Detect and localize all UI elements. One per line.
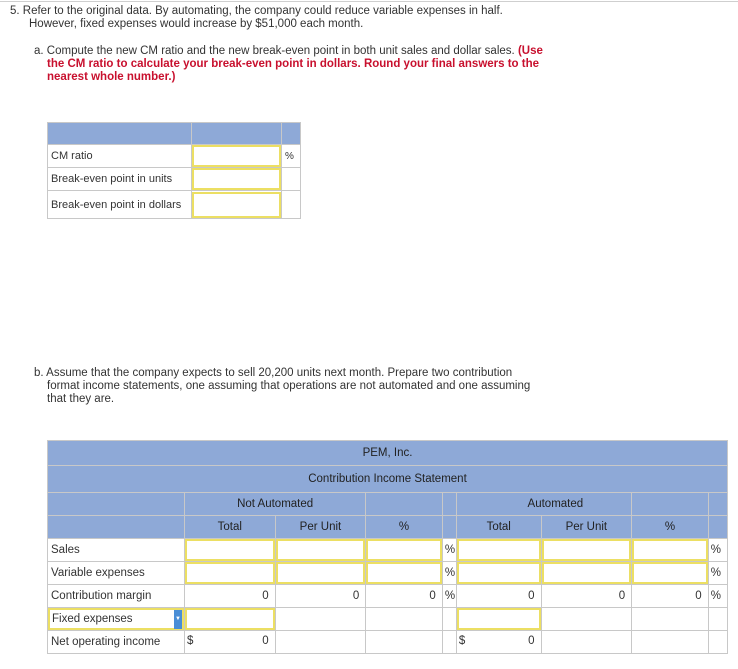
a-variable-pct-input[interactable] — [632, 562, 708, 584]
part-b-line3: that they are. — [47, 393, 115, 405]
na-variable-total-input[interactable] — [185, 562, 275, 584]
contribution-margin-label: Contribution margin — [48, 585, 185, 608]
a-variable-pct-sign: % — [708, 562, 727, 585]
na-cm-pct: 0 — [366, 585, 443, 608]
a-variable-per-unit-input[interactable] — [542, 562, 632, 584]
a-sales-pct-input[interactable] — [632, 539, 708, 561]
fixed-expenses-row — [48, 608, 728, 631]
na-cm-per-unit: 0 — [275, 585, 366, 608]
cm-ratio-input[interactable] — [192, 145, 281, 167]
automated-header: Automated — [456, 493, 631, 516]
na-sales-total-input[interactable] — [185, 539, 275, 561]
cm-ratio-unit: % — [282, 145, 301, 168]
table1-header-row — [48, 123, 301, 145]
contribution-margin-row — [48, 585, 728, 608]
na-noi-dollar-sign: $ — [186, 635, 194, 647]
na-sales-pct-sign: % — [442, 539, 456, 562]
table1-row-cm-ratio — [48, 145, 301, 168]
contribution-income-statement-table — [47, 440, 728, 654]
question-5-line1: 5. Refer to the original data. By automating, the company could reduce variable expenses in half. — [10, 5, 503, 17]
not-automated-header: Not Automated — [184, 493, 365, 516]
table1-row-breakeven-units — [48, 168, 301, 191]
part-a-note-start: (Use — [517, 45, 543, 57]
fixed-expenses-label: Fixed expenses — [52, 613, 133, 625]
na-total-header: Total — [184, 516, 275, 539]
part-b-line2: format income statements, one assuming that operations are not automated and one assuming — [47, 380, 531, 392]
na-sales-pct-input[interactable] — [366, 539, 442, 561]
a-per-unit-header: Per Unit — [541, 516, 632, 539]
a-cm-pct: 0 — [632, 585, 709, 608]
part-a-note-line3: nearest whole number.) — [47, 71, 176, 83]
a-sales-per-unit-input[interactable] — [542, 539, 632, 561]
a-cm-pct-sign: % — [708, 585, 727, 608]
fixed-expenses-select[interactable] — [48, 608, 184, 630]
company-name: PEM, Inc. — [48, 441, 728, 466]
dropdown-arrow-icon[interactable]: ▼ — [174, 610, 182, 629]
na-noi-total: 0 — [262, 635, 269, 647]
na-cm-total: 0 — [184, 585, 275, 608]
a-noi-dollar-sign: $ — [458, 635, 466, 647]
na-variable-pct-sign: % — [442, 562, 456, 585]
a-pct-header: % — [632, 516, 709, 539]
na-variable-pct-input[interactable] — [366, 562, 442, 584]
table1-row-breakeven-dollars — [48, 191, 301, 219]
variable-expenses-row — [48, 562, 728, 585]
net-operating-income-row — [48, 631, 728, 654]
a-sales-total-input[interactable] — [457, 539, 541, 561]
group-header-row — [48, 493, 728, 516]
na-per-unit-header: Per Unit — [275, 516, 366, 539]
a-cm-total: 0 — [456, 585, 541, 608]
a-sales-pct-sign: % — [708, 539, 727, 562]
na-fixed-total-input[interactable] — [185, 608, 275, 630]
breakeven-units-label: Break-even point in units — [48, 168, 192, 191]
question-5-line2: However, fixed expenses would increase by $51,000 each month. — [29, 18, 364, 30]
a-variable-total-input[interactable] — [457, 562, 541, 584]
part-a-line1 — [34, 45, 543, 58]
cm-ratio-label: CM ratio — [48, 145, 192, 168]
na-sales-per-unit-input[interactable] — [276, 539, 366, 561]
sales-label: Sales — [48, 539, 185, 562]
na-variable-per-unit-input[interactable] — [276, 562, 366, 584]
part-a-instruction: a. Compute the new CM ratio and the new break-even point in both unit sales and dollar sales. — [34, 45, 515, 57]
na-pct-header: % — [366, 516, 443, 539]
a-cm-per-unit: 0 — [541, 585, 632, 608]
column-header-row — [48, 516, 728, 539]
a-total-header: Total — [456, 516, 541, 539]
cm-breakeven-table — [47, 122, 301, 219]
top-divider — [0, 1, 738, 2]
statement-title-row — [48, 466, 728, 493]
a-fixed-total-input[interactable] — [457, 608, 541, 630]
sales-row — [48, 539, 728, 562]
na-cm-pct-sign: % — [442, 585, 456, 608]
breakeven-units-input[interactable] — [192, 168, 281, 190]
a-noi-total: 0 — [528, 635, 535, 647]
part-b-line1: b. Assume that the company expects to sell 20,200 units next month. Prepare two contribution — [34, 367, 513, 379]
breakeven-dollars-input[interactable] — [192, 192, 281, 218]
part-a-note-line2: the CM ratio to calculate your break-even point in dollars. Round your final answers to the — [47, 58, 540, 70]
variable-expenses-label: Variable expenses — [48, 562, 185, 585]
statement-title: Contribution Income Statement — [48, 466, 728, 493]
breakeven-dollars-label: Break-even point in dollars — [48, 191, 192, 219]
net-operating-income-label: Net operating income — [48, 631, 185, 654]
company-row — [48, 441, 728, 466]
